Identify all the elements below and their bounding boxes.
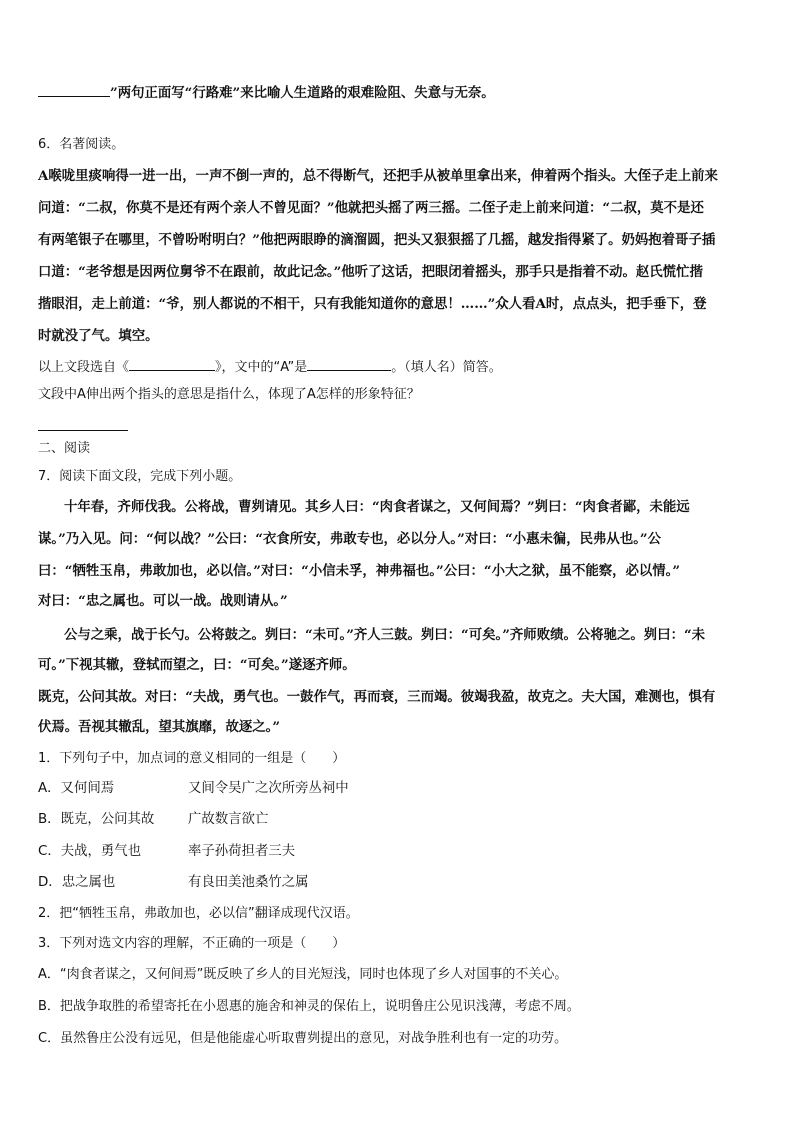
top-line — [38, 82, 764, 102]
book-title-blank[interactable] — [129, 356, 215, 371]
q7-passage-line: 对曰：“忠之属也。可以一战。战则请从。” — [38, 593, 288, 609]
q6-fill-post: 。（填人名）简答。 — [391, 360, 502, 375]
q6-passage-line: 时就没了气。填空。 — [38, 328, 159, 344]
q6-heading: 6．名著阅读。 — [38, 137, 125, 152]
option-row[interactable]: C．虽然鲁庄公没有远见，但是他能虚心听取曹刿提出的意见，对战争胜利也有一定的功劳。 — [38, 1031, 568, 1046]
q7-passage-line: 公与之乘，战于长勺。公将鼓之。刿曰：“未可。”齐人三鼓。刿曰：“可矣。”齐师败绩。公将驰之。刿曰：“未 — [64, 627, 706, 643]
option-d-left: D．忠之属也 — [38, 875, 116, 890]
q7-sub1: 1．下列句子中，加点词的意义相同的一组是（ ） — [38, 751, 346, 766]
q7-passage-line: 既克，公问其故。对曰：“夫战，勇气也。一鼓作气，再而衰，三而竭。彼竭我盈，故克之。夫大国，难测也，惧有 — [38, 689, 716, 705]
answer-line[interactable] — [38, 430, 128, 431]
q6-passage-line: 问道：“二叔，你莫不是还有两个亲人不曾见面？”他就把头摇了两三摇。二侄子走上前来问道：“二叔，莫不是还 — [38, 200, 704, 216]
option-row[interactable] — [38, 811, 268, 829]
section-heading: 二、阅读 — [38, 441, 91, 456]
option-row[interactable] — [38, 780, 349, 798]
option-c-right: 率子孙荷担者三夫 — [188, 844, 296, 859]
q6-fill-mid: 》，文中的“A”是 — [215, 360, 308, 375]
option-b-left: B．既克，公问其故 — [38, 812, 155, 827]
top-line-text: ”两句正面写“行路难”来比喻人生道路的艰难险阻、失意与无奈。 — [110, 85, 495, 101]
option-b-right: 广故数言欲亡 — [188, 812, 269, 827]
option-c-left: C．夫战，勇气也 — [38, 844, 142, 859]
option-row[interactable] — [38, 843, 295, 861]
option-row[interactable]: B．把战争取胜的希望寄托在小恩惠的施舍和神灵的保佑上，说明鲁庄公见识浅薄，考虑不周。 — [38, 999, 580, 1014]
q7-passage-line: 伏焉。吾视其辙乱，望其旗靡，故逐之。” — [38, 719, 281, 735]
person-name-blank[interactable] — [307, 356, 391, 371]
q6-passage-line: 口道：“老爷想是因两位舅爷不在跟前，故此记念。”他听了这话，把眼闭着摇头，那手只是指着不动。赵氏慌忙揩 — [38, 264, 703, 280]
q7-passage-line: 曰：“牺牲玉帛，弗敢加也，必以信。”对曰：“小信未孚，神弗福也。”公曰：“小大之狱，虽不能察，必以情。” — [38, 563, 681, 579]
q6-passage-line: 有两笔银子在哪里，不曾吩咐明白？”他把两眼睁的滴溜圆，把头又狠狠摇了几摇，越发指得紧了。奶妈抱着哥子插 — [38, 232, 716, 248]
q6-passage-line: 揩眼泪，走上前道：“爷，别人都说的不相干，只有我能知道你的意思！……”众人看A时，点点头，把手垂下，登 — [38, 296, 707, 312]
q7-heading: 7．阅读下面文段，完成下列小题。 — [38, 469, 242, 484]
q7-passage-line: 可。”下视其辙，登轼而望之，曰：“可矣。”遂逐齐师。 — [38, 657, 356, 673]
q6-passage-line: A喉咙里痰响得一进一出，一声不倒一声的，总不得断气，还把手从被单里拿出来，伸着两个指头。大侄子走上前来 — [38, 168, 718, 184]
q6-question: 文段中A伸出两个指头的意思是指什么，体现了A怎样的形象特征？ — [38, 387, 420, 402]
option-d-right: 有良田美池桑竹之属 — [188, 875, 309, 890]
q7-passage-line: 十年春，齐师伐我。公将战，曹刿请见。其乡人曰：“肉食者谋之，又何间焉？”刿曰：“肉食者鄙，未能远 — [64, 499, 690, 515]
option-row[interactable] — [38, 874, 309, 892]
q7-sub3: 3．下列对选文内容的理解，不正确的一项是（ ） — [38, 936, 346, 951]
q7-passage-line: 谋。”乃入见。问：“何以战？”公曰：“衣食所安，弗敢专也，必以分人。”对曰：“小惠未徧，民弗从也。”公 — [38, 531, 661, 547]
option-row[interactable]: A．“肉食者谋之，又何间焉”既反映了乡人的目光短浅，同时也体现了乡人对国事的不关心。 — [38, 967, 568, 982]
q7-sub2: 2．把“牺牲玉帛，弗敢加也，必以信”翻译成现代汉语。 — [38, 906, 359, 921]
q6-fill-pre: 以上文段选自《 — [38, 360, 130, 375]
answer-blank[interactable] — [38, 82, 110, 97]
option-a-right: 又间令吴广之次所旁丛祠中 — [188, 781, 349, 796]
q6-fill-line — [38, 356, 764, 377]
option-a-left: A．又何间焉 — [38, 781, 115, 796]
